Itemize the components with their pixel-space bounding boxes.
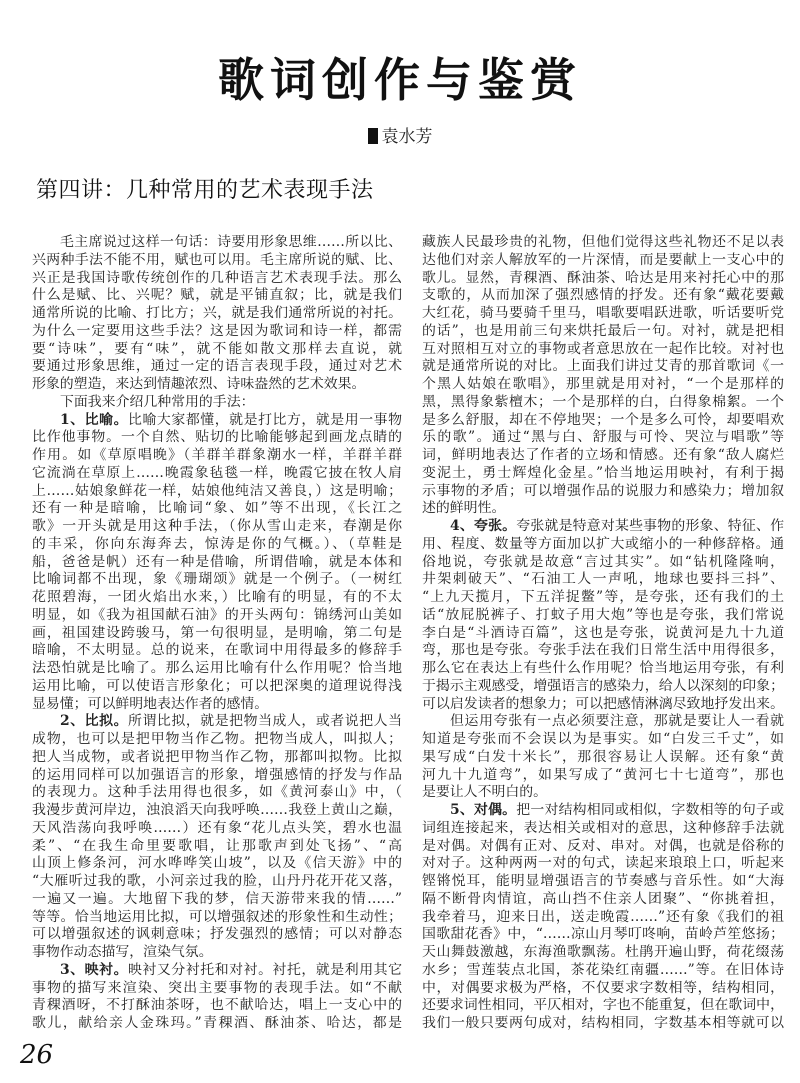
line-text: 形象的塑造，来达到情趣浓烈、诗味盎然的艺术效果。 bbox=[32, 376, 366, 392]
text-line bbox=[32, 394, 402, 412]
text-line bbox=[32, 838, 402, 856]
line-text: 话“放屁脱裤子、打蚊子用大炮”等也是夸张，我们常说 bbox=[422, 606, 784, 623]
text-line bbox=[32, 465, 402, 483]
text-line bbox=[422, 554, 784, 572]
line-text: 把人当成物，或者说把甲物当作乙物，那都叫拟物。比拟 bbox=[32, 748, 402, 765]
line-text: 用、程度、数量等方面加以扩大或缩小的一种修辞格。通 bbox=[422, 535, 784, 552]
text-line bbox=[32, 713, 402, 731]
text-line bbox=[422, 607, 784, 625]
line-text: 山顶上修条河，河水哗哗笑山坡”，以及《信天游》中的 bbox=[32, 855, 402, 872]
line-text: 什么是赋、比、兴呢？赋，就是平铺直叙；比，就是我们 bbox=[32, 287, 402, 304]
text-line bbox=[422, 252, 784, 270]
line-text: 是要让人不明白的。 bbox=[422, 784, 548, 801]
line-text: 乐的歌”。通过“黑与白、舒服与可怜、哭泣与唱歌”等 bbox=[422, 429, 784, 446]
text-line bbox=[422, 571, 784, 589]
text-line bbox=[32, 483, 402, 501]
line-text: 它流淌在草原上……晚霞象毡毯一样，晚霞它披在牧人肩 bbox=[32, 464, 402, 481]
page-number: 26 bbox=[20, 1040, 54, 1070]
text-line bbox=[422, 909, 784, 927]
text-line bbox=[32, 447, 402, 465]
line-text: 词，鲜明地表达了作者的立场和情感。还有象“敌人腐烂 bbox=[422, 447, 784, 463]
text-line bbox=[32, 518, 402, 536]
text-line bbox=[32, 305, 402, 323]
line-text: 我们一般只要两句成对，结构相同，字数基本相等就可以 bbox=[422, 1015, 784, 1031]
text-line bbox=[422, 731, 784, 749]
line-text: 河九十九道弯”，如果写成了“黄河七十七道弯”，那也 bbox=[422, 766, 784, 783]
text-line bbox=[422, 660, 784, 678]
line-text: 李白是“斗酒诗百篇”，这也是夸张，说黄河是九十九道 bbox=[422, 624, 784, 641]
author-line bbox=[0, 122, 800, 147]
text-line bbox=[32, 589, 402, 607]
line-text: 暗喻，不太明显。总的说来，在歌词中用得最多的修辞手 bbox=[32, 642, 402, 659]
line-text: 的运用同样可以加强语言的形象，增强感情的抒发与作品 bbox=[32, 766, 402, 783]
left-column bbox=[32, 234, 402, 1033]
text-line bbox=[32, 341, 402, 359]
line-text: 作用。如《草原唱晚》（羊群羊群象潮水一样，羊群羊群 bbox=[32, 447, 402, 463]
text-line bbox=[32, 554, 402, 572]
line-text: 比作他事物。一个自然、贴切的比喻能够起到画龙点睛的 bbox=[32, 429, 402, 446]
line-text: 的表现力。这种手法用得也很多，如《黄河泰山》中，（ bbox=[32, 784, 402, 801]
text-line bbox=[422, 820, 784, 838]
text-line bbox=[422, 287, 784, 305]
text-line bbox=[32, 802, 402, 820]
text-line bbox=[32, 429, 402, 447]
line-text: 柔”、“在我生命里要歌唱，让那歌声到处飞扬”、“高 bbox=[32, 837, 402, 854]
text-line bbox=[32, 1015, 402, 1033]
text-line bbox=[422, 997, 784, 1015]
line-text: 藏族人民最珍贵的礼物，但他们觉得这些礼物还不足以表 bbox=[422, 234, 784, 250]
line-text: 夸张就是特意对某些事物的形象、特征、作 bbox=[516, 518, 784, 534]
text-line bbox=[32, 997, 402, 1015]
line-text: 于揭示主观感受，增强语言的感染力，给人以深刻的印象； bbox=[422, 677, 784, 694]
line-text: 天风浩荡向我呼唤……）还有象“花儿点头笑，碧水也温 bbox=[32, 819, 402, 836]
text-line bbox=[422, 1015, 784, 1033]
text-line bbox=[422, 323, 784, 341]
text-line bbox=[32, 571, 402, 589]
text-line bbox=[32, 962, 402, 980]
line-text: 井架刺破天”、“石油工人一声吼，地球也要抖三抖”、 bbox=[422, 571, 784, 588]
line-text: 青稞酒呀，不打酥油茶呀，也不献哈达，唱上一支心中的 bbox=[32, 997, 402, 1014]
line-text: 但运用夸张有一点必须要注意，那就是要让人一看就 bbox=[450, 713, 784, 730]
line-text: 比喻大家都懂，就是打比方，就是用一事物 bbox=[128, 411, 402, 428]
text-line bbox=[422, 767, 784, 785]
text-line bbox=[32, 660, 402, 678]
line-text: 俗地说，夸张就是故意“言过其实”。如“钻机隆隆响， bbox=[422, 553, 784, 570]
line-text: 歌儿。显然，青稞酒、酥油茶、哈达是用来衬托心中的那 bbox=[422, 269, 784, 286]
line-text: 比喻词都不出现，象《珊瑚颂》就是一个例子。（一树红 bbox=[32, 571, 402, 588]
line-text: 还要求词性相同，平仄相对，字也不能重复，但在歌词中， bbox=[422, 997, 784, 1014]
line-text: 词组连接起来，表达相关或相对的意思，这种修辞手法就 bbox=[422, 819, 784, 836]
text-line bbox=[422, 589, 784, 607]
text-line bbox=[32, 891, 402, 909]
text-line bbox=[422, 394, 784, 412]
line-text: 铿锵悦耳，能明显增强语言的节奏感与音乐性。如“大海 bbox=[422, 873, 784, 889]
line-text: 大红花，骑马要骑千里马，唱歌要唱跃进歌，听话要听党 bbox=[422, 305, 784, 321]
text-line bbox=[32, 696, 402, 714]
line-text: 达他们对亲人解放军的一片深情，而是要献上一支心中的 bbox=[422, 251, 784, 268]
text-line bbox=[422, 678, 784, 696]
text-line bbox=[422, 713, 784, 731]
subheading: 2、比拟。 bbox=[60, 713, 129, 730]
line-text: 变泥土，勇士辉煌化金星。”恰当地运用映衬，有利于揭 bbox=[422, 464, 784, 481]
subheading: 4、夸张。 bbox=[450, 518, 517, 534]
text-line bbox=[32, 412, 402, 430]
text-line bbox=[422, 412, 784, 430]
text-line bbox=[32, 784, 402, 802]
line-text: 述的鲜明性。 bbox=[422, 500, 506, 517]
text-line bbox=[32, 980, 402, 998]
line-text: 果写成“白发十米长”，那很容易让人误解。还有象“黄 bbox=[422, 748, 784, 765]
line-text: 歌儿，献给亲人金珠玛。”青稞酒、酥油茶、哈达，都是 bbox=[32, 1015, 402, 1031]
line-text: 为什么一定要用这些手法？这是因为歌词和诗一样，都需 bbox=[32, 322, 402, 339]
text-line bbox=[32, 944, 402, 962]
right-column bbox=[422, 234, 784, 1033]
text-line bbox=[422, 447, 784, 465]
line-text: 映衬又分衬托和对衬。衬托，就是利用其它 bbox=[128, 961, 402, 978]
author-square-icon bbox=[368, 128, 378, 144]
text-line bbox=[422, 358, 784, 376]
subheading: 1、比喻。 bbox=[60, 411, 129, 428]
line-text: 明显，如《我为祖国献石油》的开头两句：锦绣河山美如 bbox=[32, 606, 402, 623]
line-text: 所谓比拟，就是把物当成人，或者说把人当 bbox=[128, 713, 402, 730]
section-title: 第四讲：几种常用的艺术表现手法 bbox=[36, 178, 374, 203]
text-line bbox=[422, 784, 784, 802]
line-text: “大雁听过我的歌，小河亲过我的脸，山丹丹花开花又落， bbox=[32, 873, 402, 889]
line-text: 还有一种是暗喻，比喻词“象、如”等不出现，《长江之 bbox=[32, 500, 402, 517]
text-line bbox=[32, 749, 402, 767]
text-line bbox=[32, 536, 402, 554]
text-line bbox=[32, 270, 402, 288]
text-line bbox=[32, 926, 402, 944]
line-text: 的话”，也是用前三句来烘托最后一句。对衬，就是把相 bbox=[422, 322, 784, 339]
text-line bbox=[422, 518, 784, 536]
line-text: 那么它在表达上有些什么作用呢？恰当地运用夸张，有利 bbox=[422, 660, 784, 676]
text-line bbox=[32, 287, 402, 305]
line-text: 要通过形象思维，通过一定的语言表现手段，通过对艺术 bbox=[32, 358, 402, 375]
line-text: 就是通常所说的对比。上面我们讲过艾青的那首歌词《一 bbox=[422, 358, 784, 375]
line-text: 可以增强叙述的讽刺意味；抒发强烈的感情；可以对静态 bbox=[32, 926, 402, 943]
text-line bbox=[422, 642, 784, 660]
text-line bbox=[422, 891, 784, 909]
line-text: 上……姑娘象鲜花一样，姑娘他纯洁又善良，）这是明喻； bbox=[32, 482, 402, 499]
line-text: 事物作动态描写，渲染气氛。 bbox=[32, 944, 213, 960]
line-text: 国歌甜花香》中，“……凉山月琴叮咚响，苗岭芦笙悠扬； bbox=[422, 926, 784, 943]
text-line bbox=[32, 731, 402, 749]
text-line bbox=[422, 234, 784, 252]
text-line bbox=[422, 749, 784, 767]
text-line bbox=[422, 500, 784, 518]
line-text: 歌》一开头就是用这种手法，（你从雪山走来，春潮是你 bbox=[32, 518, 402, 534]
line-text: 运用比喻，可以使语言形象化；可以把深奥的道理说得浅 bbox=[32, 677, 402, 694]
line-text: 天山舞鼓激越，东海渔歌飘荡。杜鹃开遍山野，荷花缀荡 bbox=[422, 944, 784, 960]
text-line bbox=[32, 820, 402, 838]
text-line bbox=[422, 696, 784, 714]
line-text: 水乡；雪莲装点北国，茶花染红南疆……”等。在旧体诗 bbox=[422, 961, 784, 978]
line-text: 兴两种手法不能不用，赋也可以用。毛主席所说的赋、比、 bbox=[32, 251, 402, 268]
line-text: 要“诗味”，要有“味”，就不能如散文那样去直说，就 bbox=[32, 340, 402, 357]
line-text: 一遍又一遍。大地留下我的梦，信天游带来我的情……” bbox=[32, 890, 402, 907]
line-text: 示事物的矛盾；可以增强作品的说服力和感染力；增加叙 bbox=[422, 482, 784, 499]
text-line bbox=[32, 376, 402, 394]
text-line bbox=[422, 305, 784, 323]
line-text: 弯，那也是夸张。夸张手法在我们日常生活中用得很多， bbox=[422, 642, 784, 659]
text-line bbox=[32, 323, 402, 341]
line-text: 我牵着马，迎来日出，送走晚霞……”还有象《我们的祖 bbox=[422, 908, 784, 925]
line-text: 花照碧海，一团火焰出水来，）比喻有的明显，有的不太 bbox=[32, 589, 402, 605]
text-line bbox=[422, 625, 784, 643]
line-text: 互对照相互对立的事物或者意思放在一起作比较。对衬也 bbox=[422, 340, 784, 357]
text-line bbox=[422, 855, 784, 873]
text-line bbox=[422, 376, 784, 394]
line-text: 黑，黑得象紫檀木；一个是那样的白，白得象棉絮。一个 bbox=[422, 393, 784, 410]
text-line bbox=[422, 483, 784, 501]
text-line bbox=[32, 873, 402, 891]
text-line bbox=[422, 270, 784, 288]
line-text: 毛主席说过这样一句话：诗要用形象思维……所以比、 bbox=[60, 234, 402, 250]
text-line bbox=[32, 358, 402, 376]
line-text: 隔不断骨肉情谊，高山挡不住亲人团聚”、“你挑着担， bbox=[422, 890, 784, 907]
line-text: 中，对偶要求极为严格，不仅要求字数相等，结构相同， bbox=[422, 979, 784, 996]
text-line bbox=[422, 465, 784, 483]
text-line bbox=[422, 873, 784, 891]
line-text: 是对偶。对偶有正对、反对、串对。对偶，也就是俗称的 bbox=[422, 837, 784, 854]
text-line bbox=[422, 980, 784, 998]
line-text: 知道是夸张而不会误以为是事实。如“白发三千丈”，如 bbox=[422, 731, 784, 747]
line-text: “上九天揽月，下五洋捉鳖”等，是夸张，还有我们的土 bbox=[422, 589, 784, 605]
text-line bbox=[32, 625, 402, 643]
subheading: 3、映衬。 bbox=[60, 961, 129, 978]
author-name: 袁水芳 bbox=[381, 127, 433, 147]
line-text: 船，爸爸是帆）还有一种是借喻，所谓借喻，就是本体和 bbox=[32, 553, 402, 570]
line-text: 等等。恰当地运用比拟，可以增强叙述的形象性和生动性； bbox=[32, 908, 402, 925]
text-line bbox=[422, 926, 784, 944]
text-line bbox=[422, 802, 784, 820]
line-text: 把一对结构相同或相似，字数相等的句子或 bbox=[516, 802, 784, 818]
line-text: 可以启发读者的想象力；可以把感情淋漓尽致地抒发出来。 bbox=[422, 695, 784, 712]
line-text: 兴正是我国诗歌传统创作的几种语言艺术表现手法。那么 bbox=[32, 269, 402, 286]
line-text: 法恐怕就是比喻了。那么运用比喻有什么作用呢？恰当地 bbox=[32, 660, 402, 676]
line-text: 成物，也可以是把甲物当作乙物。把物当成人，叫拟人； bbox=[32, 731, 402, 747]
line-text: 我漫步黄河岸边，浊浪滔天向我呼唤……我登上黄山之巅， bbox=[32, 802, 402, 818]
line-text: 个黑人姑娘在歌唱》，那里就是用对衬，“一个是那样的 bbox=[422, 376, 784, 392]
line-text: 支歌的，从而加深了强烈感情的抒发。还有象“戴花要戴 bbox=[422, 287, 784, 304]
line-text: 事物的描写来渲染、突出主要事物的表现手法。如“不献 bbox=[32, 979, 402, 996]
subheading: 5、对偶。 bbox=[450, 802, 517, 818]
text-line bbox=[32, 678, 402, 696]
text-line bbox=[32, 767, 402, 785]
text-line bbox=[32, 500, 402, 518]
line-text: 下面我来介绍几种常用的手法： bbox=[60, 393, 255, 410]
text-line bbox=[32, 252, 402, 270]
text-line bbox=[422, 838, 784, 856]
text-line bbox=[32, 909, 402, 927]
text-line bbox=[32, 855, 402, 873]
text-line bbox=[32, 607, 402, 625]
text-line bbox=[32, 234, 402, 252]
text-line bbox=[422, 536, 784, 554]
article-title: 歌词创作与鉴赏 bbox=[218, 53, 582, 107]
text-line bbox=[422, 944, 784, 962]
line-text: 对对子。这种两两一对的句式，读起来琅琅上口，听起来 bbox=[422, 855, 784, 872]
text-line bbox=[32, 642, 402, 660]
line-text: 是多么舒服，却在不停地哭；一个是多么可怜，却要唱欢 bbox=[422, 411, 784, 428]
line-text: 通常所说的比喻、打比方；兴，就是我们通常所说的衬托。 bbox=[32, 305, 402, 321]
line-text: 的丰采，你向东海奔去，惊涛是你的气概。）、（草鞋是 bbox=[32, 535, 402, 552]
line-text: 显易懂；可以鲜明地表达作者的感情。 bbox=[32, 695, 269, 712]
text-line bbox=[422, 429, 784, 447]
text-line bbox=[422, 962, 784, 980]
line-text: 画，祖国建设跨骏马，第一句很明显，是明喻，第二句是 bbox=[32, 624, 402, 641]
text-line bbox=[422, 341, 784, 359]
